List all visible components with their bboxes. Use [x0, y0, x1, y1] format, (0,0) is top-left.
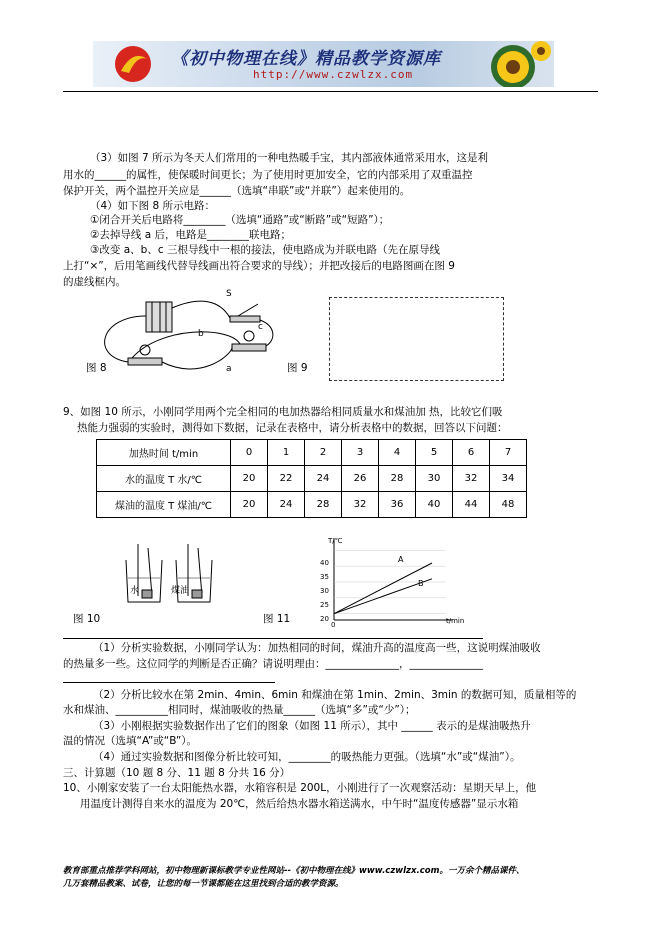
q8-line-6: ②去掉导线 a 后，电路是________联电路； [90, 229, 292, 241]
table-cell: 40 [416, 492, 453, 518]
table-cell: 6 [453, 440, 490, 466]
table-cell: 5 [416, 440, 453, 466]
answer-3-line-1: （3）小刚根据实验数据作出了它们的图象（如图 11 所示），其中 ______ 表示的是煤油吸热升 [93, 720, 531, 732]
table-cell: 3 [342, 440, 379, 466]
answer-1-line-1: （1）分析实验数据，小刚同学认为：加热相同的时间，煤油升高的温度高一些，这说明煤油吸收 [93, 642, 541, 654]
table-cell: 煤油的温度 T 煤油/℃ [97, 492, 231, 518]
section-3-heading: 三、计算题（10 题 8 分、11 题 8 分共 16 分） [63, 767, 291, 779]
fig11-xlabel: t/min [446, 617, 465, 625]
q9-line-1: 9、如图 10 所示，小刚同学用两个完全相同的电加热器给相同质量水和煤油加 热，比较它们吸 [63, 406, 503, 418]
table-cell: 22 [268, 466, 305, 492]
header-banner [93, 41, 554, 87]
header-divider [63, 91, 598, 92]
separator-line [63, 682, 275, 683]
figure-9-answer-box[interactable] [329, 297, 504, 381]
banner-title: 《初中物理在线》精品教学资源库 [171, 49, 441, 69]
q8-line-2: 用水的______的属性，使保暖时间更长；为了使用时更加安全，它的内部采用了双重温控 [63, 169, 473, 181]
q9-line-2: 热能力强弱的实验时，测得如下数据，记录在表格中，请分析表格中的数据，回答以下问题： [77, 422, 508, 434]
separator-line [63, 638, 483, 639]
fig11-xtick: 0 [331, 621, 336, 629]
table-cell: 2 [305, 440, 342, 466]
table-cell: 24 [305, 466, 342, 492]
q8-line-1: （3）如图 7 所示为冬天人们常用的一种电热暖手宝，其内部液体通常采用水，这是利 [90, 152, 489, 164]
fig11-line-a-label: A [398, 555, 404, 564]
fig11-caption: 图 11 [263, 613, 291, 625]
q8-line-3: 保护开关，两个温控开关应是______（选填“串联”或“并联”）起来使用的。 [63, 185, 411, 197]
q10-line-1: 10、小刚家安装了一台太阳能热水器，水箱容积是 200L，小刚进行了一次观察活动：星期天早上，他 [63, 782, 537, 794]
fig10-caption: 图 10 [73, 613, 101, 625]
lamp-left-icon [128, 358, 162, 365]
q8-line-8: 上打“×”，后用笔画线代替导线画出符合要求的导线）；并把改接后的电路图画在图 9 [63, 260, 455, 272]
fig10-label-oil: 煤油 [171, 586, 190, 596]
table-cell: 水的温度 T 水/℃ [97, 466, 231, 492]
fig9-caption: 图 9 [287, 362, 308, 374]
q8-line-4: （4）如下图 8 所示电路： [90, 200, 216, 212]
table-row [97, 492, 527, 518]
q8-line-5: ①闭合开关后电路将________（选填“通路”或“断路”或“短路”）； [90, 214, 390, 226]
table-cell: 44 [453, 492, 490, 518]
footer-line-1: 教育部重点推荐学科网站，初中物理新课标教学专业性网站--《初中物理在线》www.czwlzx.com。一万余个精品课件、 [63, 866, 525, 876]
switch-icon [230, 316, 260, 322]
q8-line-9: 的虚线框内。 [63, 276, 126, 288]
table-cell: 4 [379, 440, 416, 466]
table-cell: 20 [231, 492, 268, 518]
lamp-right-icon [232, 344, 266, 351]
q8-line-7: ③改变 a、b、c 三根导线中一根的接法，使电路成为并联电路（先在原导线 [90, 244, 440, 256]
footer-line-2: 几万套精品教案、试卷，让您的每一节课都能在这里找到合适的教学资源。 [63, 879, 344, 889]
table-cell: 20 [231, 466, 268, 492]
table-cell: 7 [490, 440, 527, 466]
table-cell: 加热时间 t/min [97, 440, 231, 466]
battery-icon [146, 302, 172, 332]
q10-line-2: 用温度计测得自来水的温度为 20℃，然后给热水器水箱送满水，中午时“温度传感器”显示水箱 [80, 798, 519, 810]
fig8-label-a: a [226, 364, 232, 374]
table-cell: 34 [490, 466, 527, 492]
table-cell: 32 [342, 492, 379, 518]
fig10-label-water: 水 [130, 586, 140, 596]
fig8-label-s: S [226, 289, 232, 299]
answer-3-line-2: 温的情况（选填“A”或“B”）。 [63, 735, 198, 747]
table-header-row [97, 440, 527, 466]
table-cell: 24 [268, 492, 305, 518]
table-cell: 26 [342, 466, 379, 492]
fig8-caption: 图 8 [86, 362, 107, 374]
figure-8-circuit [80, 286, 300, 378]
fig11-ytick: 25 [320, 601, 329, 609]
table-cell: 1 [268, 440, 305, 466]
fig11-ytick: 20 [320, 615, 329, 623]
fig11-ytick: 30 [320, 587, 329, 595]
fig11-ytick: 35 [320, 573, 329, 581]
table-cell: 28 [305, 492, 342, 518]
table-row [97, 466, 527, 492]
answer-2-line-2: 水和煤油、__________相同时，煤油吸收的热量______（选填“多”或“少”）； [63, 704, 416, 716]
table-cell: 48 [490, 492, 527, 518]
fig11-line-b-label: B [418, 579, 424, 588]
banner-url[interactable]: http://www.czwlzx.com [253, 68, 414, 81]
answer-1-line-2: 的热量多一些。这位同学的判断是否正确？请说明理由：______________，______________ [63, 658, 483, 670]
fig11-ytick: 40 [320, 559, 329, 567]
figure-11-chart [318, 534, 458, 630]
table-cell: 32 [453, 466, 490, 492]
fig8-label-b: b [198, 329, 204, 339]
table-cell: 30 [416, 466, 453, 492]
answer-2-line-1: （2）分析比较水在第 2min、4min、6min 和煤油在第 1min、2min、3min 的数据可知，质量相等的 [93, 689, 577, 701]
table-cell: 0 [231, 440, 268, 466]
table-cell: 36 [379, 492, 416, 518]
fig8-label-c: c [258, 322, 263, 332]
table-cell: 28 [379, 466, 416, 492]
data-table [96, 439, 527, 518]
answer-4-line-1: （4）通过实验数据和图像分析比较可知，________的吸热能力更强。（选填“水”或“煤油”）。 [93, 751, 521, 763]
fig11-ylabel: T/℃ [328, 537, 343, 545]
